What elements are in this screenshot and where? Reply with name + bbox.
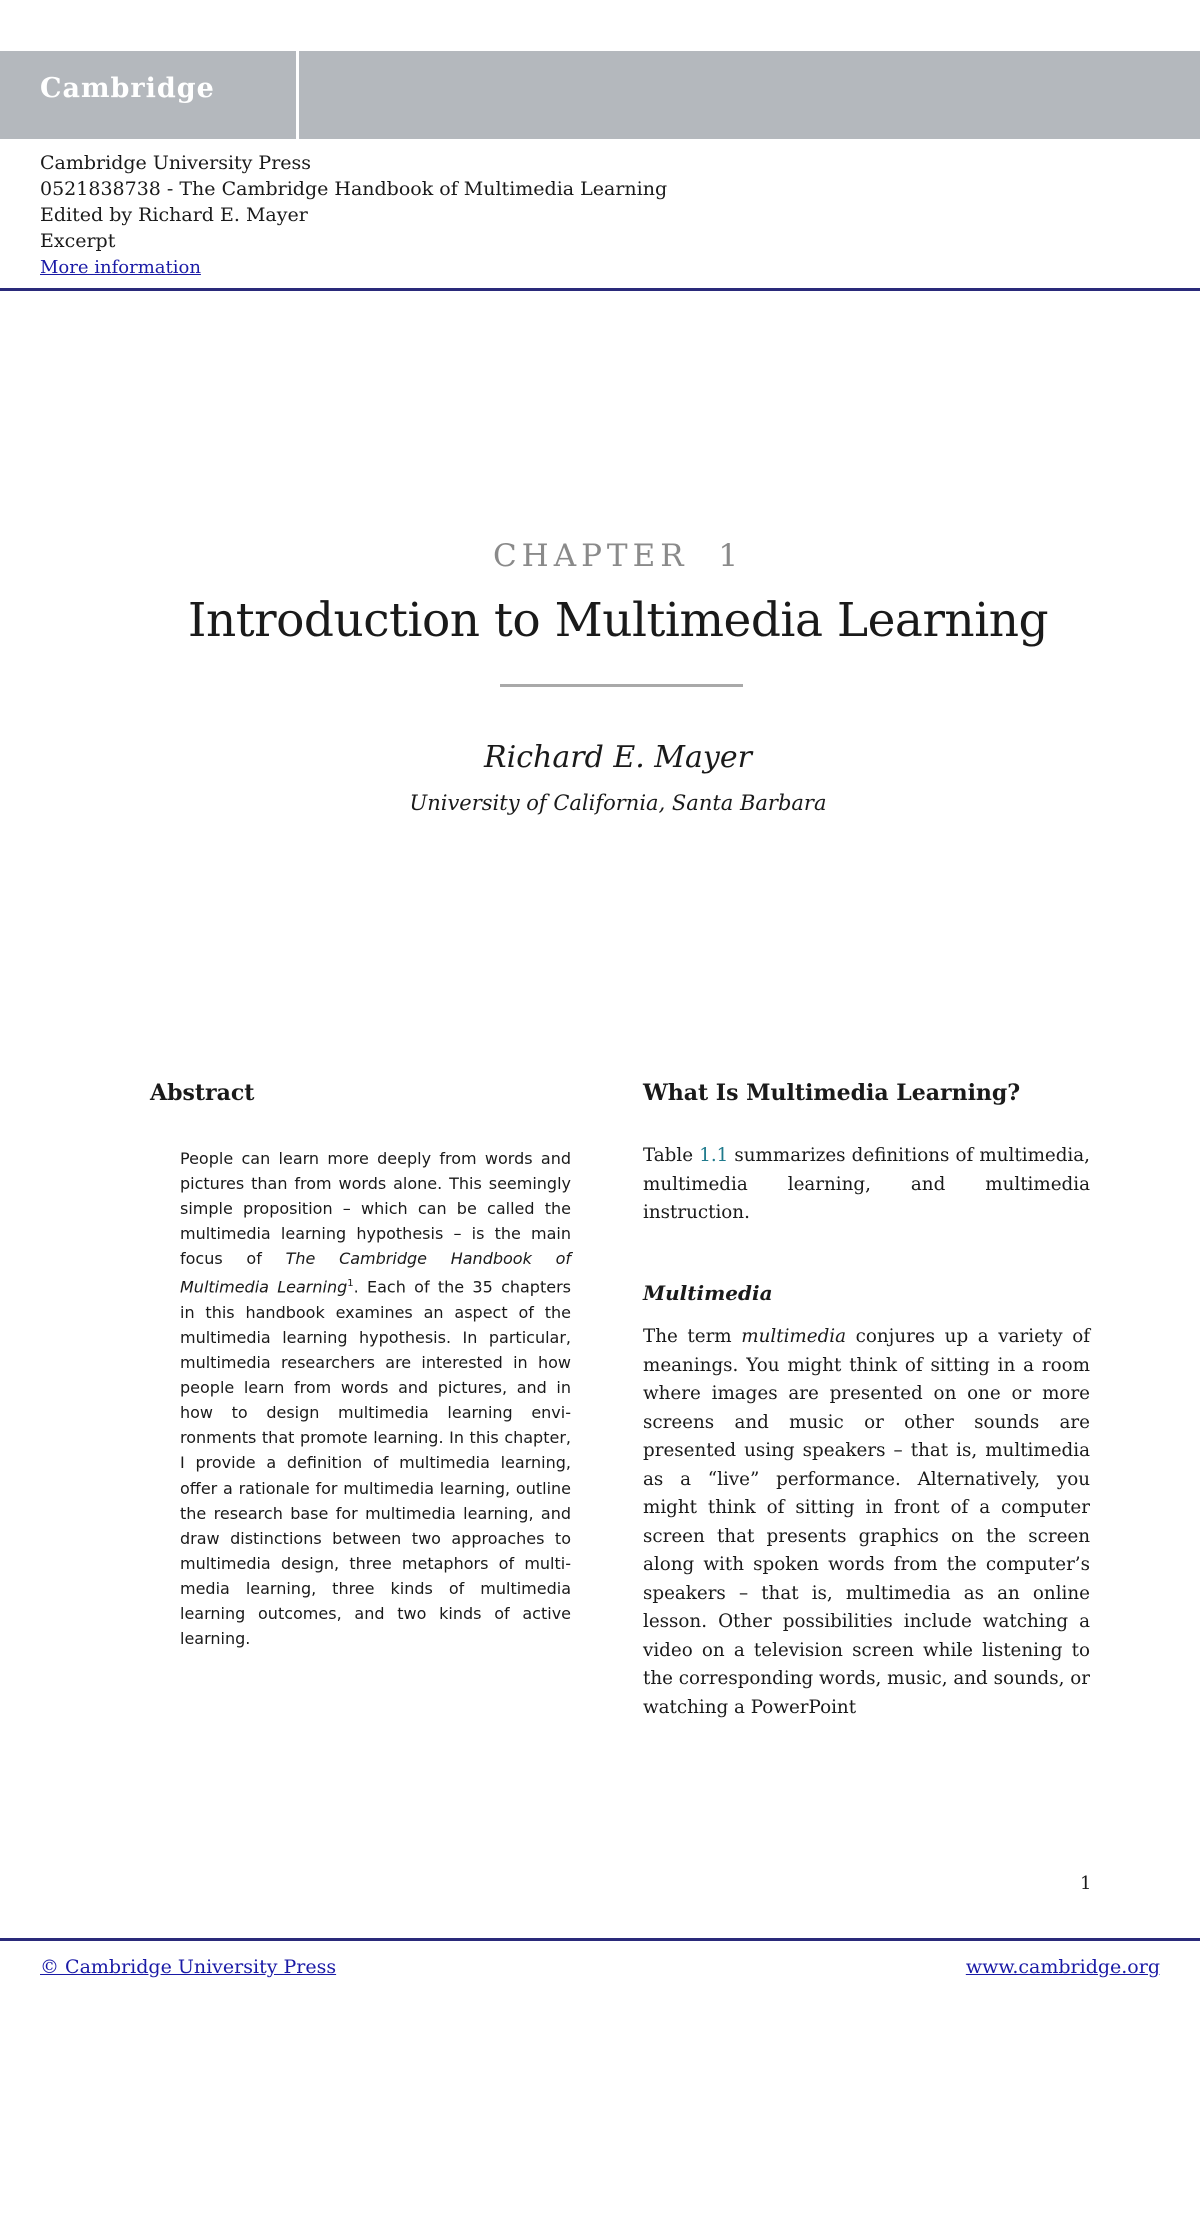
footnote-marker[interactable]: 1 xyxy=(347,1278,354,1290)
multimedia-subheading: Multimedia xyxy=(643,1281,773,1305)
paragraph-term: multimedia xyxy=(741,1326,847,1347)
top-banner xyxy=(0,51,1200,139)
title-rule xyxy=(500,684,743,687)
excerpt-line: Excerpt xyxy=(40,230,116,252)
header-rule xyxy=(0,288,1200,291)
page-number: 1 xyxy=(1080,1873,1092,1894)
abstract-text xyxy=(180,1146,571,1651)
paragraph-start: The term xyxy=(643,1326,742,1347)
chapter-number: 1 xyxy=(718,538,744,574)
banner-divider xyxy=(296,51,299,139)
author-name: Richard E. Mayer xyxy=(484,740,752,775)
abstract-text-part1: People can learn more deeply from words and pictures than from words alone. This seemingly simple proposition – which can be called the multimedia learning hypothesis – is the main focus of xyxy=(180,1149,571,1269)
isbn-title-line: 0521838738 - The Cambridge Handbook of Multimedia Learning xyxy=(40,178,668,200)
multimedia-paragraph xyxy=(643,1323,1090,1722)
abstract-text-part2: . Each of the 35 chapters in this handbook examines an aspect of the multimedia learning hypothesis. In particular, multimedia researchers are interested in how people learn from words and pictures, and in how to design multimedia learning environments that promote learning. In this chapter, I provide a definition of multimedia learning, offer a rationale for multimedia learning, outline the research base for multimedia learning, and draw distinctions between two approaches to multimedia design, three metaphors of multimedia learning, three kinds of multimedia learning outcomes, and two kinds of active learning. xyxy=(180,1277,571,1649)
intro-text-part1: Table xyxy=(643,1145,700,1166)
cambridge-site-link[interactable]: www.cambridge.org xyxy=(965,1956,1160,1978)
author-affiliation: University of California, Santa Barbara xyxy=(409,791,827,815)
cambridge-logo[interactable] xyxy=(0,51,296,139)
abstract-book-title: The Cambridge Handbook of Multimedia Learning xyxy=(180,1249,572,1297)
copyright-link[interactable]: © Cambridge University Press xyxy=(40,1956,337,1978)
section-heading: What Is Multimedia Learning? xyxy=(643,1080,1021,1106)
chapter-label-text: CHAPTER xyxy=(492,538,689,574)
section-intro xyxy=(643,1142,1090,1228)
footer-rule xyxy=(0,1938,1200,1941)
logo-text: Cambridge xyxy=(40,73,215,104)
paragraph-rest: conjures up a variety of meanings. You might think of sitting in a room where images are presented on one or more screens and music or other sounds are presented using speakers – that is, multimedia as a “live” performance. Alternatively, you might think of sitting in front of a computer screen that presents graphics on the screen along with spoken words from the computer’s speakers – that is, multimedia as an online lesson. Other possibilities include watching a video on a television screen while listening to the corresponding words, music, and sounds, or watching a PowerPoint xyxy=(643,1326,1090,1718)
chapter-label xyxy=(0,538,1200,574)
chapter-title: Introduction to Multimedia Learning xyxy=(187,593,1049,648)
editor-line: Edited by Richard E. Mayer xyxy=(40,204,308,226)
abstract-heading: Abstract xyxy=(150,1080,255,1106)
more-information-link[interactable]: More information xyxy=(40,257,201,278)
publisher-line: Cambridge University Press xyxy=(40,152,312,174)
publication-info xyxy=(40,150,667,281)
table-reference-link[interactable]: 1.1 xyxy=(699,1145,729,1166)
intro-text-part2: summarizes definitions of multimedia, multimedia learning, and multimedia instruction. xyxy=(643,1145,1090,1223)
